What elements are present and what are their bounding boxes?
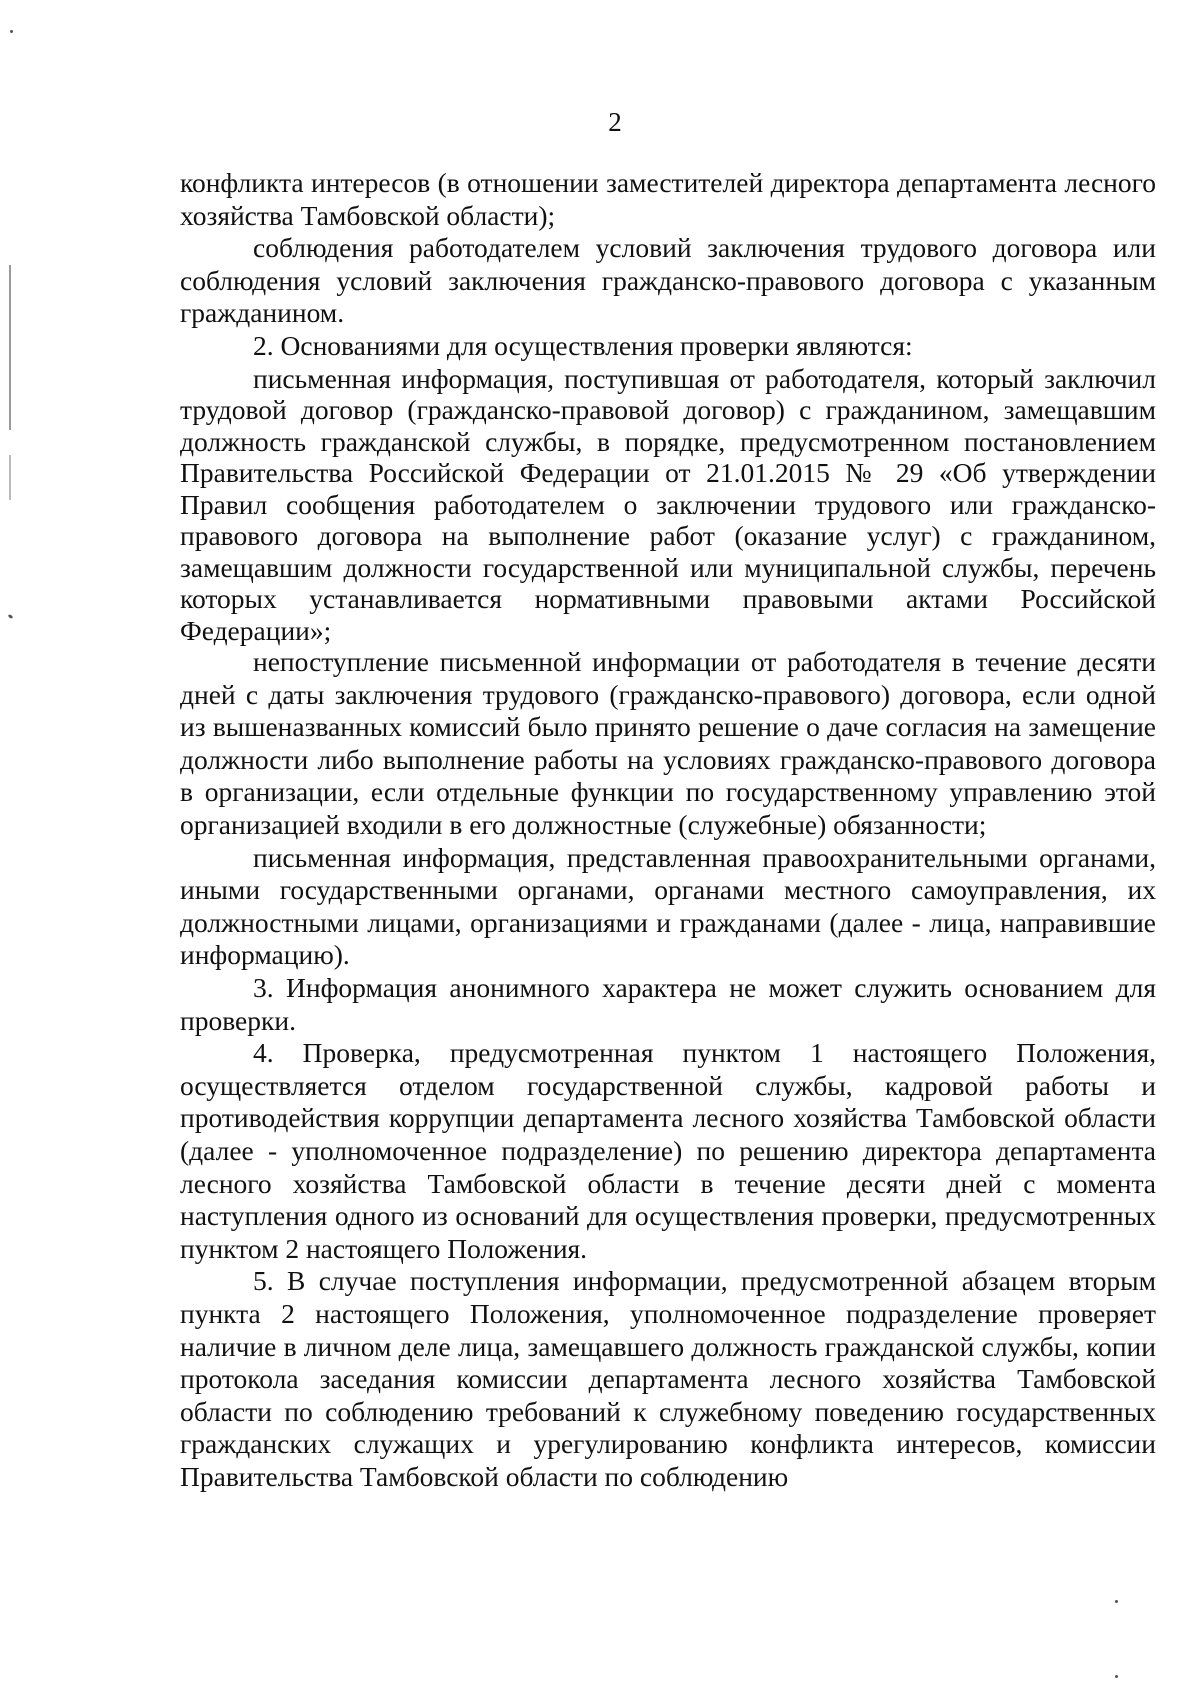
scan-margin-line xyxy=(9,265,11,430)
paragraph: 3. Информация анонимного характера не может служить основанием для проверки. xyxy=(180,972,1156,1036)
scan-speck xyxy=(10,30,13,33)
document-body xyxy=(180,167,1156,1494)
paragraph: соблюдения работодателем условий заключения трудового договора или соблюдения условий заключения гражданско-правового договора с указанным гражданином. xyxy=(180,232,1156,329)
paragraph: письменная информация, поступившая от работодателя, который заключил трудовой договор (гражданско-правовой договор) с гражданином, замещавшим должность гражданской службы, в порядке, предусмотренном постановлением Правительства Российской Федерации от 21.01.2015 № 29 «Об утверждении Правил сообщения работодателем о заключении трудового или гражданско-правового договора на выполнение работ (оказание услуг) с гражданином, замещавшим должности государственной или муниципальной службы, перечень которых устанавливается нормативными правовыми актами Российской Федерации»; xyxy=(180,362,1156,646)
scan-speck xyxy=(1115,1675,1118,1678)
page-number: 2 xyxy=(608,107,622,137)
paragraph: 4. Проверка, предусмотренная пунктом 1 настоящего Положения, осуществляется отделом государственной службы, кадровой работы и противодействия коррупции департамента лесного хозяйства Тамбовской области (далее - уполномоченное подразделение) по решению директора департамента лесного хозяйства Тамбовской области в течение десяти дней с момента наступления одного из оснований для осуществления проверки, предусмотренных пунктом 2 настоящего Положения. xyxy=(180,1037,1156,1264)
scan-margin-line xyxy=(9,455,11,500)
paragraph: непоступление письменной информации от работодателя в течение десяти дней с даты заключения трудового (гражданско-правового) договора, если одной из вышеназванных комиссий было принято решение о даче согласия на замещение должности либо выполнение работы на условиях гражданско-правового договора в организации, если отдельные функции по государственному управлению этой организацией входили в его должностные (служебные) обязанности; xyxy=(180,646,1156,841)
paragraph: письменная информация, представленная правоохранительными органами, иными государственными органами, органами местного самоуправления, их должностными лицами, организациями и гражданами (далее - лица, направившие информацию). xyxy=(180,841,1156,971)
paragraph: 2. Основаниями для осуществления проверки являются: xyxy=(253,329,913,361)
paragraph: 5. В случае поступления информации, предусмотренной абзацем вторым пункта 2 настоящего Положения, уполномоченное подразделение проверяет наличие в личном деле лица, замещавшего должность гражданской службы, копии протокола заседания комиссии департамента лесного хозяйства Тамбовской области по соблюдению требований к служебному поведению государственных гражданских служащих и урегулированию конфликта интересов, комиссии Правительства Тамбовской области по соблюдению xyxy=(180,1265,1156,1492)
scan-speck xyxy=(8,614,14,619)
scan-speck xyxy=(1115,1600,1118,1603)
paragraph: конфликта интересов (в отношении заместителей директора департамента лесного хозяйства Тамбовской области); xyxy=(180,167,1156,231)
